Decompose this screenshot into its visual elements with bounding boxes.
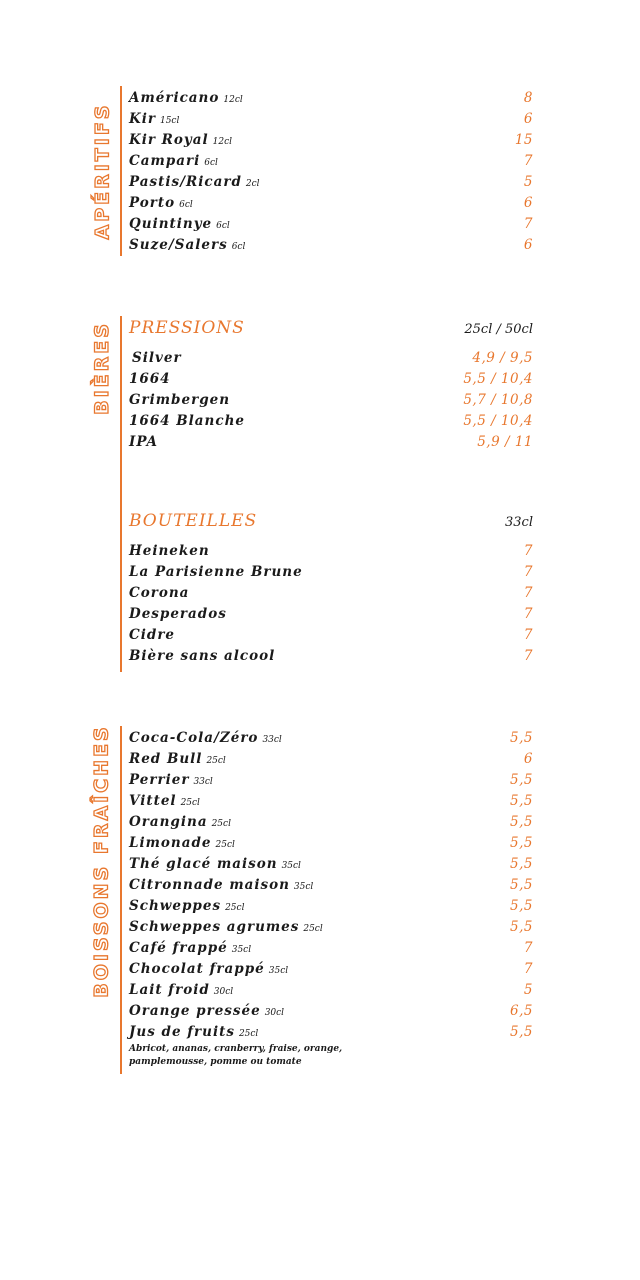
price: 6 <box>523 237 533 253</box>
juice-flavors-note: Abricot, ananas, cranberry, fraise, orange, pamplemousse, pomme ou tomate <box>129 1044 343 1067</box>
menu-item: Kir 15cl 6 <box>129 109 533 130</box>
price: 6,5 <box>510 1003 533 1019</box>
price: 6 <box>523 111 533 127</box>
pressions-title: PRESSIONS <box>129 318 245 338</box>
menu-item: Chocolat frappé 35cl 7 <box>129 959 533 980</box>
price: 5,5 <box>510 856 533 872</box>
menu-item: Campari 6cl 7 <box>129 151 533 172</box>
menu-item: Thé glacé maison 35cl 5,5 <box>129 854 533 875</box>
menu-item: Bière sans alcool 7 <box>129 646 533 667</box>
pressions-header <box>129 318 533 348</box>
menu-item: 1664 Blanche 5,5 / 10,4 <box>129 411 533 432</box>
menu-item: Orangina 25cl 5,5 <box>129 812 533 833</box>
price: 15 <box>514 132 533 148</box>
price: 7 <box>523 543 533 559</box>
price: 5,5 <box>510 835 533 851</box>
bouteilles-header <box>129 511 533 541</box>
price: 6 <box>523 195 533 211</box>
price: 5,9 / 11 <box>477 434 533 450</box>
price: 7 <box>523 961 533 977</box>
price: 5,5 / 10,4 <box>463 413 533 429</box>
price: 5 <box>523 174 533 190</box>
menu-item: Grimbergen 5,7 / 10,8 <box>129 390 533 411</box>
price: 5,5 <box>510 730 533 746</box>
menu-item: Jus de fruits 25cl 5,5 <box>129 1022 533 1043</box>
aperitifs-divider <box>120 86 122 256</box>
price: 5,5 <box>510 1024 533 1040</box>
price: 5,5 <box>510 772 533 788</box>
pressions-list <box>129 318 533 453</box>
menu-item: Kir Royal 12cl 15 <box>129 130 533 151</box>
price: 5,5 <box>510 793 533 809</box>
price: 7 <box>523 940 533 956</box>
menu-item: Pastis/Ricard 2cl 5 <box>129 172 533 193</box>
menu-item: Quintinye 6cl 7 <box>129 214 533 235</box>
pressions-volume: 25cl / 50cl <box>464 322 533 337</box>
menu-item: Corona 7 <box>129 583 533 604</box>
price: 5,5 <box>510 919 533 935</box>
menu-item: Red Bull 25cl 6 <box>129 749 533 770</box>
menu-item: Desperados 7 <box>129 604 533 625</box>
price: 8 <box>523 90 533 106</box>
price: 6 <box>523 751 533 767</box>
boissons-divider <box>120 726 122 1074</box>
menu-item: 1664 5,5 / 10,4 <box>129 369 533 390</box>
aperitifs-list <box>129 88 533 256</box>
menu-item: Silver 4,9 / 9,5 <box>129 348 533 369</box>
price: 7 <box>523 585 533 601</box>
menu-item: IPA 5,9 / 11 <box>129 432 533 453</box>
menu-item: La Parisienne Brune 7 <box>129 562 533 583</box>
boissons-section <box>0 726 640 1074</box>
aperitifs-label: APÉRITIFS <box>91 102 114 240</box>
price: 7 <box>523 564 533 580</box>
menu-item: Vittel 25cl 5,5 <box>129 791 533 812</box>
price: 7 <box>523 216 533 232</box>
price: 5,5 <box>510 814 533 830</box>
price: 4,9 / 9,5 <box>472 350 533 366</box>
bieres-divider <box>120 316 122 672</box>
menu-item: Schweppes agrumes 25cl 5,5 <box>129 917 533 938</box>
menu-item: Lait froid 30cl 5 <box>129 980 533 1001</box>
price: 5,5 / 10,4 <box>463 371 533 387</box>
menu-item: Heineken 7 <box>129 541 533 562</box>
price: 7 <box>523 627 533 643</box>
menu-item: Schweppes 25cl 5,5 <box>129 896 533 917</box>
menu-item: Limonade 25cl 5,5 <box>129 833 533 854</box>
price: 5,7 / 10,8 <box>463 392 533 408</box>
bieres-label: BIÈRES <box>91 321 114 415</box>
menu-item: Porto 6cl 6 <box>129 193 533 214</box>
boissons-list <box>129 728 533 1069</box>
menu-item: Citronnade maison 35cl 5,5 <box>129 875 533 896</box>
menu-item: Suze/Salers 6cl 6 <box>129 235 533 256</box>
aperitifs-section <box>0 86 640 256</box>
boissons-label: BOISSONS FRAÎCHES <box>91 724 113 998</box>
price: 5,5 <box>510 877 533 893</box>
menu-item: Café frappé 35cl 7 <box>129 938 533 959</box>
bouteilles-list <box>129 511 533 667</box>
price: 7 <box>523 648 533 664</box>
menu-item: Coca-Cola/Zéro 33cl 5,5 <box>129 728 533 749</box>
price: 5,5 <box>510 898 533 914</box>
price: 5 <box>523 982 533 998</box>
menu-item: Perrier 33cl 5,5 <box>129 770 533 791</box>
bouteilles-title: BOUTEILLES <box>129 511 258 531</box>
bouteilles-volume: 33cl <box>505 515 533 530</box>
price: 7 <box>523 153 533 169</box>
menu-item: Cidre 7 <box>129 625 533 646</box>
bieres-section <box>0 316 640 672</box>
price: 7 <box>523 606 533 622</box>
menu-item: Américano 12cl 8 <box>129 88 533 109</box>
menu-item: Orange pressée 30cl 6,5 <box>129 1001 533 1022</box>
